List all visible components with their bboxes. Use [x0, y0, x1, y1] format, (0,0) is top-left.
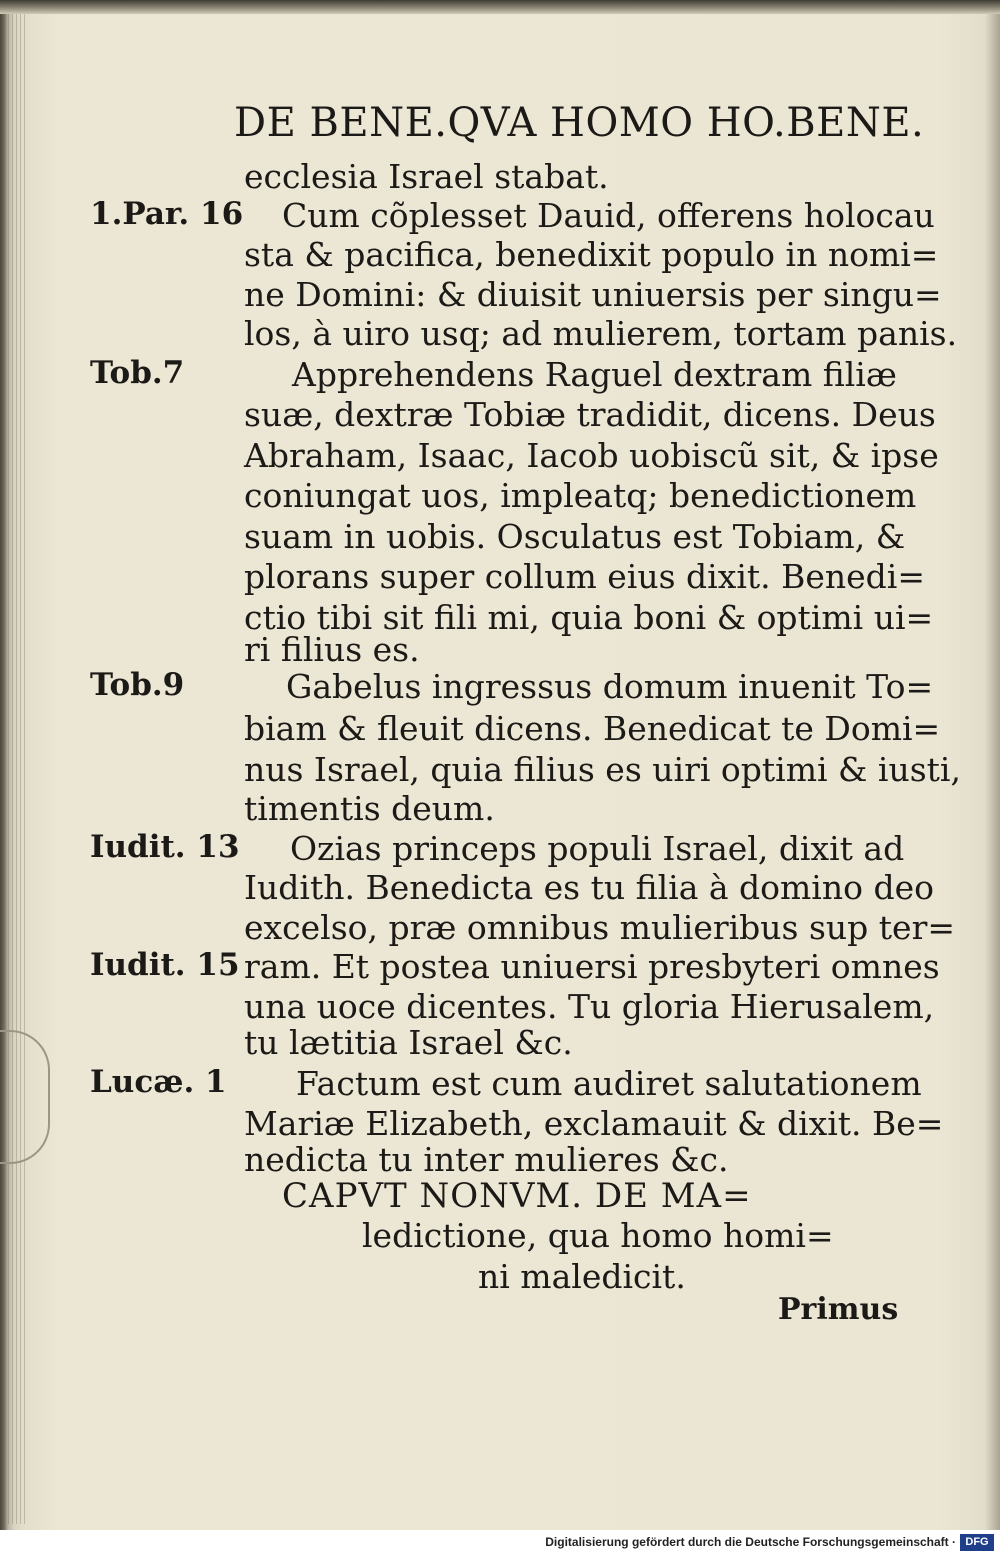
body-line: tu lætitia Israel &c.	[244, 1023, 573, 1062]
body-line: excelso, præ omnibus mulieribus sup ter=	[244, 908, 955, 947]
chapter-heading-line: ledictione, qua homo homi=	[362, 1216, 834, 1255]
body-line: ri filius es.	[244, 630, 420, 669]
body-line: timentis deum.	[244, 789, 495, 828]
body-line: biam & fleuit dicens. Benedicat te Domi=	[244, 709, 941, 748]
body-line: plorans super collum eius dixit. Benedi=	[244, 557, 926, 596]
body-line: Cum cõplesset Dauid, offerens holocau	[282, 196, 935, 235]
margin-reference: Lucæ. 1	[90, 1064, 227, 1100]
margin-reference: Tob.7	[90, 355, 185, 391]
body-line: Gabelus ingressus domum inuenit To=	[286, 667, 934, 706]
body-line: suam in uobis. Osculatus est Tobiam, &	[244, 517, 906, 556]
chapter-heading-line: ni maledicit.	[478, 1257, 686, 1296]
running-head: DE BENE.QVA HOMO HO.BENE.	[234, 100, 925, 146]
footer-bar	[0, 1530, 1000, 1557]
margin-reference: 1.Par. 16	[90, 196, 244, 232]
body-line: Abraham, Isaac, Iacob uobiscũ sit, & ipse	[244, 436, 939, 475]
margin-reference: Tob.9	[90, 667, 185, 703]
margin-reference: Iudit. 13	[90, 829, 240, 865]
body-line: ctio tibi sit fili mi, quia boni & optimi ui=	[244, 598, 934, 637]
margin-reference: Iudit. 15	[90, 947, 240, 983]
catchword: Primus	[778, 1292, 899, 1327]
body-line: Ozias princeps populi Israel, dixit ad	[290, 829, 905, 868]
body-line: Iudith. Benedicta es tu filia à domino deo	[244, 868, 934, 907]
body-line: suæ, dextræ Tobiæ tradidit, dicens. Deus	[244, 395, 936, 434]
body-line: Apprehendens Raguel dextram filiæ	[292, 355, 897, 394]
body-line: coniungat uos, impleatq; benedictionem	[244, 476, 917, 515]
dfg-logo: DFG	[960, 1534, 994, 1551]
body-line: una uoce dicentes. Tu gloria Hierusalem,	[244, 987, 935, 1026]
body-line: los, à uiro usq; ad mulierem, tortam panis.	[244, 314, 958, 353]
chapter-heading-line: CAPVT NONVM. DE MA=	[282, 1176, 752, 1216]
body-line: Factum est cum audiret salutationem	[296, 1064, 922, 1103]
body-line: ram. Et postea uniuersi presbyteri omnes	[244, 947, 940, 986]
body-line: sta & pacifica, benedixit populo in nomi=	[244, 235, 939, 274]
body-line: ecclesia Israel stabat.	[244, 157, 609, 196]
footer-credit: Digitalisierung gefördert durch die Deutsche Forschungsgemeinschaft ·	[545, 1535, 956, 1549]
body-line: nedicta tu inter mulieres &c.	[244, 1140, 729, 1179]
body-line: nus Israel, quia filius es uiri optimi & iusti,	[244, 750, 961, 789]
body-line: Mariæ Elizabeth, exclamauit & dixit. Be=	[244, 1104, 944, 1143]
body-line: ne Domini: & diuisit uniuersis per singu=	[244, 275, 942, 314]
